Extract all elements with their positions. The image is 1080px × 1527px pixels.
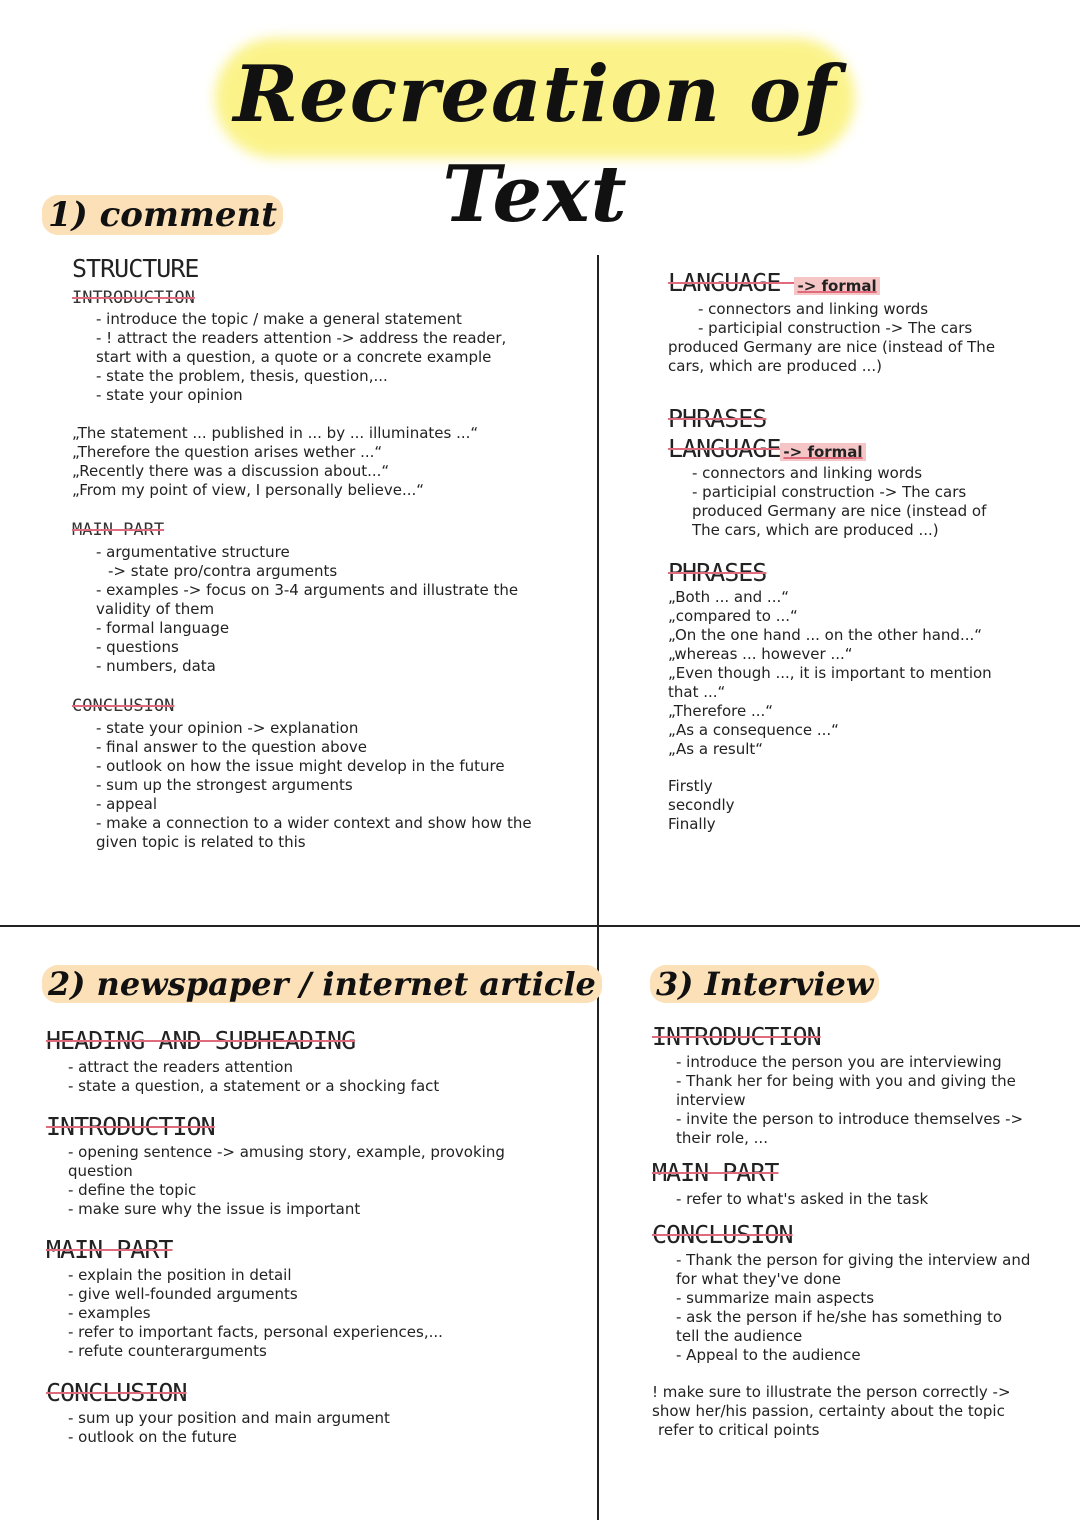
phrases-list <box>668 588 992 759</box>
list-item: cars, which are produced ...) <box>668 357 882 375</box>
comment-main-part-list <box>96 543 518 676</box>
article-heading-list <box>68 1058 439 1096</box>
phrase: „Therefore ...“ <box>668 702 774 720</box>
phrase: „On the one hand ... on the other hand...“ <box>668 626 983 644</box>
language-list-1 <box>668 300 995 376</box>
phrase: „Even though ..., it is important to mention <box>668 664 992 682</box>
list-item: - questions <box>96 638 179 656</box>
phrase: „Both ... and ...“ <box>668 588 789 606</box>
order-word: Finally <box>668 815 716 833</box>
comment-introduction-list <box>96 310 506 405</box>
list-item: - ask the person if he/she has something to <box>676 1308 1003 1326</box>
list-item: - connectors and linking words <box>698 300 929 318</box>
list-item: - ! attract the readers attention -> address the reader, <box>96 329 507 347</box>
list-item: - sum up the strongest arguments <box>96 776 353 794</box>
list-item: - outlook on the future <box>68 1428 237 1446</box>
list-item: - Appeal to the audience <box>676 1346 861 1364</box>
order-word: secondly <box>668 796 735 814</box>
list-item: for what they've done <box>676 1270 841 1288</box>
article-main-part-label: MAIN PART <box>46 1235 173 1264</box>
list-item: - introduce the topic / make a general statement <box>96 310 462 328</box>
comment-main-part-label: MAIN PART <box>72 520 165 540</box>
language-title-1: LANGUAGE -> formal <box>668 268 880 301</box>
list-item: - examples -> focus on 3-4 arguments and illustrate the <box>96 581 519 599</box>
quote-line: „Therefore the question arises wether ...“ <box>72 443 383 461</box>
list-item: - Thank the person for giving the interview and <box>676 1251 1031 1269</box>
article-introduction-label: INTRODUCTION <box>46 1112 215 1141</box>
section-interview-heading: 3) Interview <box>650 962 879 1006</box>
list-item: start with a question, a quote or a concrete example <box>96 348 492 366</box>
article-main-part-list <box>68 1266 443 1361</box>
list-item: interview <box>676 1091 746 1109</box>
article-heading-label: HEADING AND SUBHEADING <box>46 1026 356 1055</box>
list-item: their role, ... <box>676 1129 768 1147</box>
list-item: - appeal <box>96 795 158 813</box>
comment-conclusion-list <box>96 719 532 852</box>
list-item: - define the topic <box>68 1181 197 1199</box>
note-line: show her/his passion, certainty about the topic <box>652 1402 1005 1420</box>
phrase: that ...“ <box>668 683 726 701</box>
formal-tag: -> formal <box>780 443 865 461</box>
phrase: „As a consequence ...“ <box>668 721 839 739</box>
section-article-heading: 2) newspaper / internet article <box>42 962 602 1006</box>
phrase: „whereas ... however ...“ <box>668 645 853 663</box>
list-item: - give well-founded arguments <box>68 1285 298 1303</box>
list-item: - argumentative structure <box>96 543 290 561</box>
phrase: „compared to ...“ <box>668 607 798 625</box>
list-item: produced Germany are nice (instead of The <box>668 338 996 356</box>
list-item: - outlook on how the issue might develop in the future <box>96 757 505 775</box>
list-item: given topic is related to this <box>96 833 306 851</box>
note-line: refer to critical points <box>658 1421 820 1439</box>
vertical-divider-bottom <box>597 925 599 1520</box>
list-item: - refute counterarguments <box>68 1342 267 1360</box>
list-item: - refer to important facts, personal experiences,... <box>68 1323 443 1341</box>
note-line: ! make sure to illustrate the person correctly -> <box>652 1383 1011 1401</box>
article-conclusion-label: CONCLUSION <box>46 1378 187 1407</box>
list-item: - state your opinion <box>96 386 243 404</box>
list-item: - introduce the person you are interviewing <box>676 1053 1002 1071</box>
page-title: Recreation of Text <box>233 49 837 240</box>
vertical-divider-top <box>597 255 599 925</box>
list-item: - Thank her for being with you and giving the <box>676 1072 1016 1090</box>
list-item: -> state pro/contra arguments <box>108 562 338 580</box>
list-item: - participial construction -> The cars <box>698 319 973 337</box>
interview-note <box>652 1383 1011 1440</box>
phrase: „As a result“ <box>668 740 764 758</box>
comment-introduction-label: INTRODUCTION <box>72 288 195 308</box>
list-item: question <box>68 1162 133 1180</box>
interview-main-part-list <box>676 1190 928 1209</box>
comment-quotes <box>72 424 478 500</box>
order-words <box>668 777 735 834</box>
comment-conclusion-label: CONCLUSION <box>72 696 175 716</box>
list-item: tell the audience <box>676 1327 803 1345</box>
quote-line: „The statement ... published in ... by ... illuminates ...“ <box>72 424 479 442</box>
interview-introduction-list <box>676 1053 1023 1148</box>
phrases-title-2: PHRASES <box>668 558 767 587</box>
horizontal-divider <box>0 925 1080 927</box>
list-item: - formal language <box>96 619 230 637</box>
list-item: - state a question, a statement or a shocking fact <box>68 1077 440 1095</box>
list-item: - refer to what's asked in the task <box>676 1190 929 1208</box>
list-item: - connectors and linking words <box>692 464 923 482</box>
list-item: - sum up your position and main argument <box>68 1409 390 1427</box>
list-item: The cars, which are produced ...) <box>692 521 939 539</box>
interview-conclusion-label: CONCLUSION <box>652 1220 793 1249</box>
list-item: - attract the readers attention <box>68 1058 293 1076</box>
list-item: - make sure why the issue is important <box>68 1200 361 1218</box>
list-item: - opening sentence -> amusing story, example, provoking <box>68 1143 505 1161</box>
quote-line: „Recently there was a discussion about...“ <box>72 462 390 480</box>
list-item: - state the problem, thesis, question,... <box>96 367 388 385</box>
phrases-title-1: PHRASES <box>668 404 767 433</box>
list-item: produced Germany are nice (instead of <box>692 502 987 520</box>
language-title-2: LANGUAGE -> formal <box>668 434 866 467</box>
interview-introduction-label: INTRODUCTION <box>652 1022 821 1051</box>
list-item: - numbers, data <box>96 657 216 675</box>
list-item: - explain the position in detail <box>68 1266 292 1284</box>
interview-main-part-label: MAIN PART <box>652 1158 779 1187</box>
list-item: - examples <box>68 1304 151 1322</box>
section-comment-heading: 1) comment <box>42 193 283 237</box>
list-item: validity of them <box>96 600 215 618</box>
list-item: - make a connection to a wider context and show how the <box>96 814 532 832</box>
formal-tag: -> formal <box>794 277 879 295</box>
list-item: - participial construction -> The cars <box>692 483 967 501</box>
list-item: - summarize main aspects <box>676 1289 875 1307</box>
list-item: - final answer to the question above <box>96 738 367 756</box>
list-item: - state your opinion -> explanation <box>96 719 359 737</box>
list-item: - invite the person to introduce themselves -> <box>676 1110 1024 1128</box>
article-introduction-list <box>68 1143 505 1219</box>
language-list-2 <box>692 464 986 540</box>
interview-conclusion-list <box>676 1251 1030 1365</box>
order-word: Firstly <box>668 777 713 795</box>
structure-title: STRUCTURE <box>72 254 199 283</box>
article-conclusion-list <box>68 1409 390 1447</box>
quote-line: „From my point of view, I personally believe...“ <box>72 481 425 499</box>
